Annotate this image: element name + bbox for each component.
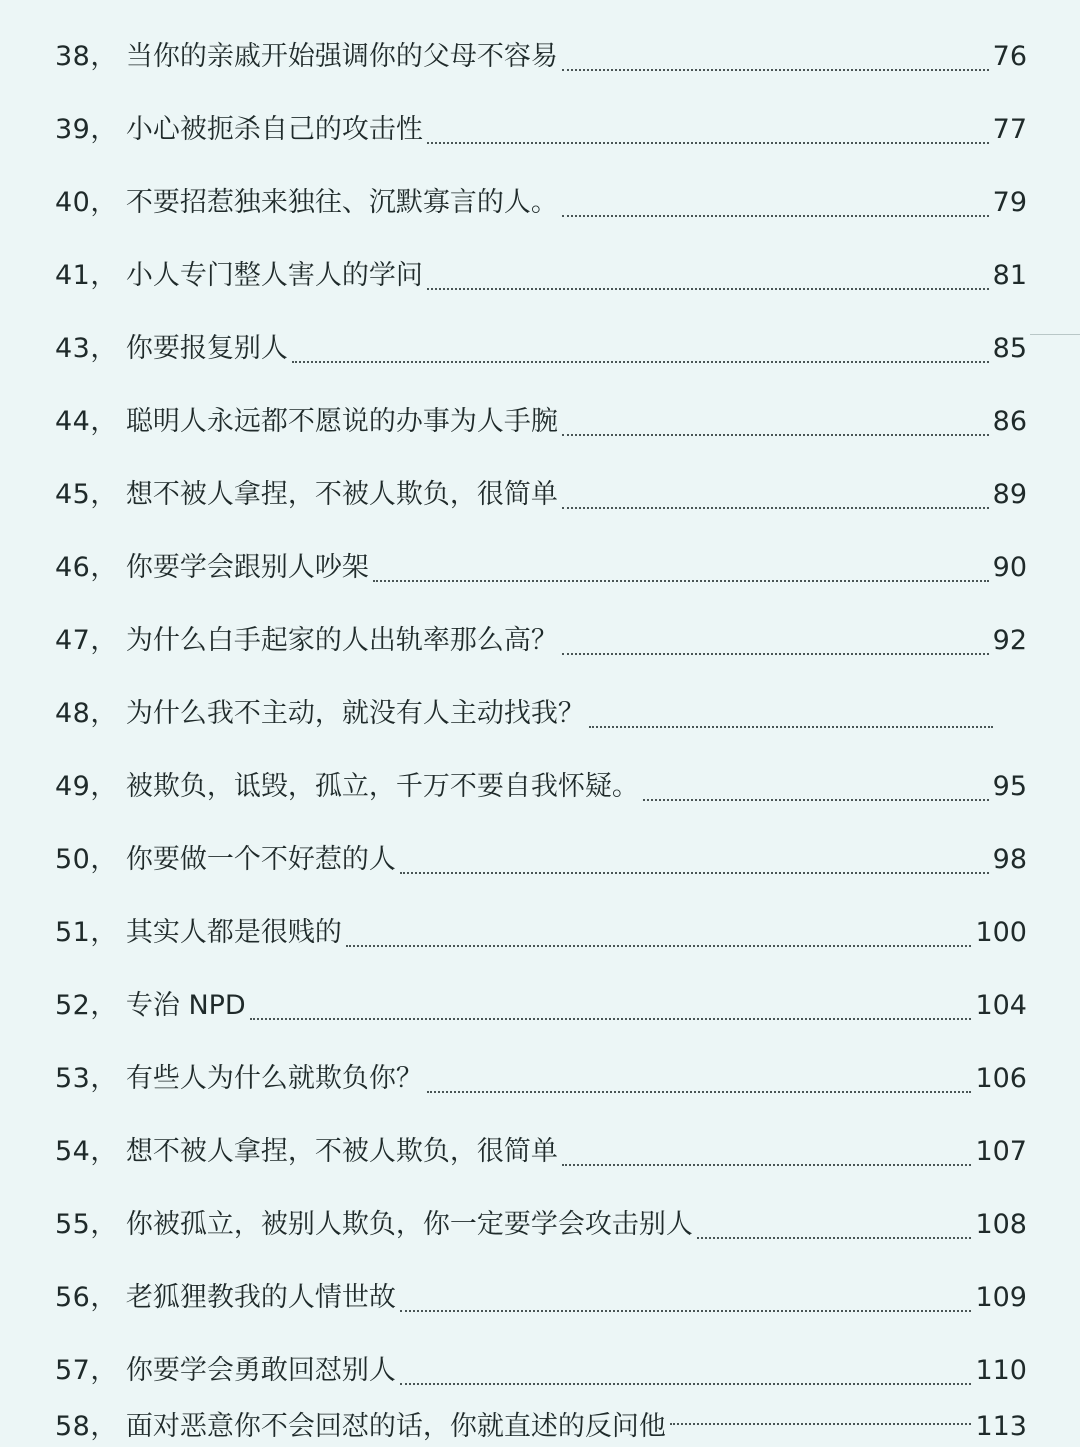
entry-title: 你要做一个不好惹的人 [125, 844, 396, 875]
toc-entry[interactable] [55, 750, 1027, 823]
entry-number: 52， [55, 990, 118, 1021]
page-number: 106 [975, 1063, 1027, 1094]
dot-leader [400, 1383, 972, 1385]
entry-title: 面对恶意你不会回怼的话，你就直述的反问他 [125, 1411, 666, 1442]
entry-number: 48， [55, 698, 118, 729]
entry-title: 你被孤立，被别人欺负，你一定要学会攻击别人 [125, 1209, 693, 1240]
entry-number: 45， [55, 479, 118, 510]
entry-title: 被欺负，诋毁，孤立，千万不要自我怀疑。 [125, 771, 639, 802]
toc-entry[interactable] [55, 531, 1027, 604]
page-number: 89 [992, 479, 1027, 510]
dot-leader [562, 507, 989, 509]
page-number: 92 [992, 625, 1027, 656]
entry-title: 聪明人永远都不愿说的办事为人手腕 [125, 406, 558, 437]
toc-entry[interactable] [55, 823, 1027, 896]
page-number: 95 [992, 771, 1027, 802]
entry-title: 小心被扼杀自己的攻击性 [125, 114, 423, 145]
page-number: 86 [992, 406, 1027, 437]
toc-entry[interactable] [55, 1407, 1027, 1447]
dot-leader [427, 1091, 972, 1093]
dot-leader [562, 1164, 972, 1166]
page-number: 76 [992, 41, 1027, 72]
entry-title: 专治 NPD [125, 990, 246, 1021]
dot-leader [427, 288, 989, 290]
entry-number: 57， [55, 1355, 118, 1386]
toc-entry[interactable] [55, 20, 1027, 93]
dot-leader [562, 653, 989, 655]
toc-entry[interactable] [55, 969, 1027, 1042]
dot-leader [562, 434, 989, 436]
dot-leader [427, 142, 989, 144]
page-number: 108 [975, 1209, 1027, 1240]
entry-number: 40， [55, 187, 118, 218]
edge-divider [1030, 334, 1080, 335]
dot-leader [562, 215, 989, 217]
toc-entry[interactable] [55, 1334, 1027, 1407]
toc-entry[interactable] [55, 166, 1027, 239]
toc-entry[interactable] [55, 93, 1027, 166]
toc-entry[interactable] [55, 896, 1027, 969]
page-number: 77 [992, 114, 1027, 145]
toc-entry[interactable] [55, 1188, 1027, 1261]
entry-number: 56， [55, 1282, 118, 1313]
entry-title: 你要学会跟别人吵架 [125, 552, 369, 583]
dot-leader [292, 361, 989, 363]
entry-title: 想不被人拿捏，不被人欺负，很简单 [125, 479, 558, 510]
dot-leader [643, 799, 989, 801]
entry-number: 39， [55, 114, 118, 145]
toc-entry[interactable] [55, 677, 1027, 750]
page-number: 79 [992, 187, 1027, 218]
page-number: 109 [975, 1282, 1027, 1313]
entry-number: 38， [55, 41, 118, 72]
toc-entry[interactable] [55, 239, 1027, 312]
entry-title: 想不被人拿捏，不被人欺负，很简单 [125, 1136, 558, 1167]
toc-entry[interactable] [55, 1042, 1027, 1115]
page-number: 110 [975, 1355, 1027, 1386]
table-of-contents [55, 20, 1027, 1447]
entry-title: 老狐狸教我的人情世故 [125, 1282, 396, 1313]
entry-title: 你要学会勇敢回怼别人 [125, 1355, 396, 1386]
entry-title: 小人专门整人害人的学问 [125, 260, 423, 291]
entry-number: 44， [55, 406, 118, 437]
entry-number: 49， [55, 771, 118, 802]
dot-leader [400, 1310, 972, 1312]
entry-title: 其实人都是很贱的 [125, 917, 342, 948]
dot-leader [670, 1423, 972, 1425]
dot-leader [400, 872, 989, 874]
page-number: 100 [975, 917, 1027, 948]
entry-title: 为什么我不主动，就没有人主动找我？ [125, 698, 585, 729]
page-number: 113 [975, 1411, 1027, 1442]
page-number: 90 [992, 552, 1027, 583]
page-number: 98 [992, 844, 1027, 875]
dot-leader [589, 726, 993, 728]
entry-number: 43， [55, 333, 118, 364]
dot-leader [562, 69, 989, 71]
entry-number: 46， [55, 552, 118, 583]
dot-leader [346, 945, 972, 947]
entry-title: 当你的亲戚开始强调你的父母不容易 [125, 41, 558, 72]
toc-entry[interactable] [55, 312, 1027, 385]
entry-title: 有些人为什么就欺负你？ [125, 1063, 423, 1094]
entry-number: 58， [55, 1411, 118, 1442]
entry-title: 不要招惹独来独往、沉默寡言的人。 [125, 187, 558, 218]
entry-number: 53， [55, 1063, 118, 1094]
toc-entry[interactable] [55, 458, 1027, 531]
toc-entry[interactable] [55, 604, 1027, 677]
dot-leader [373, 580, 989, 582]
entry-title: 为什么白手起家的人出轨率那么高？ [125, 625, 558, 656]
entry-number: 51， [55, 917, 118, 948]
dot-leader [697, 1237, 972, 1239]
page-number: 85 [992, 333, 1027, 364]
entry-number: 54， [55, 1136, 118, 1167]
toc-entry[interactable] [55, 1115, 1027, 1188]
entry-title: 你要报复别人 [125, 333, 288, 364]
entry-number: 47， [55, 625, 118, 656]
entry-number: 55， [55, 1209, 118, 1240]
page-number: 81 [992, 260, 1027, 291]
toc-entry[interactable] [55, 385, 1027, 458]
dot-leader [250, 1018, 972, 1020]
page-number: 107 [975, 1136, 1027, 1167]
entry-number: 50， [55, 844, 118, 875]
entry-number: 41， [55, 260, 118, 291]
page-number: 104 [975, 990, 1027, 1021]
toc-entry[interactable] [55, 1261, 1027, 1334]
